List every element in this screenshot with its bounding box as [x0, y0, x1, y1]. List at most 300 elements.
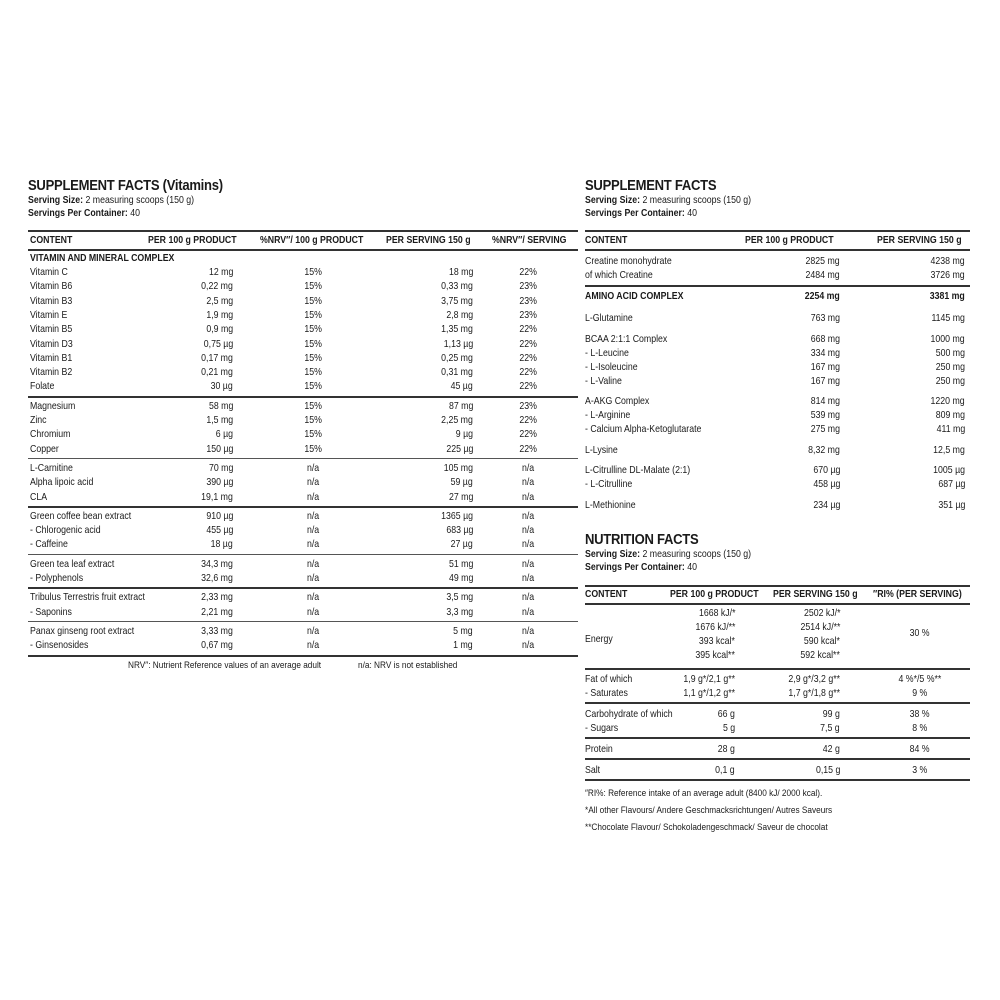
cell-text: 22%: [519, 429, 537, 441]
cell-text: Alpha lipoic acid: [30, 477, 94, 489]
cell: [123, 323, 233, 336]
cell: [283, 558, 343, 571]
table-title: SUPPLEMENT FACTS (Vitamins): [28, 178, 223, 194]
cell-text: n/a: [521, 491, 535, 503]
cell: [860, 409, 965, 422]
cell-text: 18 mg: [448, 267, 473, 278]
nutrition-footnote: ″RI%: Reference intake of an average adult (8400 kJ/ 2000 kcal).: [585, 788, 823, 799]
cell-text: 49 mg: [448, 573, 473, 584]
cell-text: 22%: [519, 367, 537, 379]
cell-text: PER 100 g PRODUCT: [670, 589, 759, 600]
cell: [30, 234, 150, 247]
section-label-text: VITAMIN AND MINERAL COMPLEX: [30, 253, 175, 264]
cell-text: 15%: [304, 429, 322, 441]
cell: [765, 722, 840, 735]
cell-text: 3,5 mg: [446, 592, 473, 604]
cell: [498, 476, 558, 489]
cell-text: 22%: [519, 324, 537, 336]
cell: [735, 444, 840, 457]
cell-text: 38 %: [910, 709, 930, 720]
cell-text: 84 %: [910, 744, 930, 755]
cell-text: 250 mg: [935, 361, 965, 373]
cell-text: 3,33 mg: [201, 625, 233, 637]
cell: [363, 510, 473, 523]
cell-text: - Chlorogenic acid: [30, 525, 101, 537]
cell-text: - L-Leucine: [585, 347, 629, 359]
cell-text: 1,7 g*/1,8 g**: [788, 688, 840, 699]
cell-text: 351 µg: [938, 499, 965, 511]
cell: [860, 478, 965, 491]
cell: [123, 443, 233, 456]
cell: [498, 491, 558, 504]
cell-text: 8 %: [912, 723, 928, 734]
cell: [498, 338, 558, 351]
cell-text: CLA: [30, 491, 48, 503]
cell: [363, 443, 473, 456]
divider: [28, 506, 578, 508]
cell-text: 22%: [519, 267, 537, 278]
cell-text: 1005 µg: [933, 465, 965, 476]
cell-text: 687 µg: [938, 479, 965, 490]
cell: [363, 338, 473, 351]
divider: [585, 702, 970, 704]
cell: [283, 366, 343, 379]
cell: [875, 764, 965, 777]
cell-text: n/a: [521, 558, 535, 570]
cell-text: BCAA 2:1:1 Complex: [585, 333, 668, 345]
energy-per-serving: [765, 607, 840, 620]
cell: [283, 491, 343, 504]
cell: [660, 708, 735, 721]
cell-text: 683 µg: [446, 525, 473, 537]
serving-size: [585, 195, 751, 206]
divider: [585, 585, 970, 587]
cell-text: - Polyphenols: [30, 573, 84, 584]
divider: [28, 396, 578, 398]
cell-text: 395 kcal**: [695, 650, 735, 661]
cell: [660, 673, 735, 686]
cell: [670, 588, 785, 601]
cell-text: 167 mg: [810, 361, 840, 373]
cell-text: 22%: [519, 338, 537, 350]
servings-per-container-value: 40: [127, 208, 141, 219]
cell: [123, 266, 233, 279]
cell-text: 1000 mg: [930, 333, 965, 345]
cell: [123, 462, 233, 475]
cell: [498, 266, 558, 279]
cell: [283, 639, 343, 652]
cell-text: 9 %: [912, 688, 928, 699]
cell-text: Energy: [585, 634, 613, 645]
cell: [123, 524, 233, 537]
cell: [860, 347, 965, 360]
cell-text: 3381 mg: [929, 291, 965, 302]
energy-ri: [875, 627, 965, 640]
cell-text: n/a: [306, 477, 320, 489]
cell: [283, 591, 343, 604]
cell-text: 2,9 g*/3,2 g**: [788, 674, 840, 685]
cell-text: n/a: [306, 640, 320, 652]
cell-text: 275 mg: [810, 424, 840, 435]
cell: [735, 361, 840, 374]
cell-text: 0,67 mg: [201, 640, 233, 652]
table-title: NUTRITION FACTS: [585, 532, 699, 548]
cell: [123, 572, 233, 585]
cell-text: CONTENT: [585, 589, 628, 600]
serving-size-value: 2 measuring scoops (150 g): [640, 195, 752, 206]
cell-text: 814 mg: [810, 396, 840, 407]
cell: [283, 266, 343, 279]
energy-label: [585, 633, 617, 646]
cell-text: 0,17 mg: [201, 352, 233, 364]
cell-text: n/a: [306, 510, 320, 522]
cell-text: 334 mg: [810, 347, 840, 359]
cell-text: Vitamin C: [30, 267, 68, 278]
cell-text: n/a: [521, 606, 535, 618]
serving-size-label: Serving Size:: [585, 195, 641, 206]
cell-text: 27 µg: [450, 539, 473, 551]
cell-text: 539 mg: [810, 410, 840, 421]
cell-text: 22%: [519, 352, 537, 364]
cell-text: 3726 mg: [930, 270, 965, 281]
cell-text: Creatine monohydrate: [585, 256, 672, 267]
cell: [860, 361, 965, 374]
cell-text: Salt: [585, 765, 601, 776]
cell-text: PER 100 g PRODUCT: [148, 235, 237, 246]
cell-text: Vitamin B2: [30, 367, 73, 379]
cell-text: 1,5 mg: [206, 415, 233, 426]
cell: [875, 743, 965, 756]
cell-text: 105 mg: [443, 462, 473, 474]
cell: [860, 290, 965, 303]
divider: [585, 285, 970, 287]
divider: [585, 603, 970, 605]
cell-text: Panax ginseng root extract: [30, 625, 135, 637]
cell: [660, 687, 735, 700]
cell: [283, 323, 343, 336]
cell: [765, 764, 840, 777]
cell: [498, 309, 558, 322]
cell-text: 70 mg: [208, 462, 233, 474]
cell-text: n/a: [521, 510, 535, 522]
serving-size: [28, 195, 194, 206]
cell-text: 2502 kJ/*: [803, 608, 840, 619]
cell-text: - L-Arginine: [585, 410, 631, 421]
energy-per-serving: [765, 649, 840, 662]
cell-text: L-Citrulline DL-Malate (2:1): [585, 465, 691, 476]
cell-text: Vitamin B6: [30, 281, 73, 293]
cell: [498, 443, 558, 456]
cell-text: 15%: [304, 367, 322, 379]
cell: [875, 673, 965, 686]
servings-per-container: [585, 562, 697, 573]
energy-per-serving: [765, 635, 840, 648]
cell-text: 66 g: [717, 709, 735, 720]
cell: [123, 280, 233, 293]
cell: [735, 255, 840, 268]
cell-text: 0,33 mg: [441, 281, 473, 293]
cell-text: 455 µg: [206, 525, 233, 537]
cell: [773, 588, 883, 601]
cell-text: 27 mg: [448, 491, 473, 503]
cell: [498, 524, 558, 537]
cell-text: 19,1 mg: [201, 491, 233, 503]
nutrition-footnote: **Chocolate Flavour/ Schokoladengeschmack/ Saveur de chocolat: [585, 822, 828, 833]
cell: [498, 400, 558, 413]
servings-per-container-label: Servings Per Container:: [28, 208, 128, 219]
cell-text: 1,35 mg: [441, 324, 473, 336]
energy-per-100g: [660, 635, 735, 648]
cell-text: Vitamin D3: [30, 338, 73, 350]
cell-text: 15%: [304, 443, 322, 455]
cell-text: n/a: [521, 625, 535, 637]
cell: [363, 524, 473, 537]
cell: [860, 499, 965, 512]
cell: [498, 606, 558, 619]
cell: [877, 234, 997, 247]
cell: [498, 352, 558, 365]
table-title: SUPPLEMENT FACTS: [585, 178, 717, 194]
cell-text: 225 µg: [446, 443, 473, 455]
cell: [123, 352, 233, 365]
cell: [123, 295, 233, 308]
divider: [585, 249, 970, 251]
cell-text: Magnesium: [30, 400, 76, 412]
cell-text: Green coffee bean extract: [30, 510, 132, 522]
energy-per-serving: [765, 621, 840, 634]
cell: [498, 366, 558, 379]
cell-text: 15%: [304, 309, 322, 321]
cell-text: A-AKG Complex: [585, 396, 650, 407]
cell: [498, 462, 558, 475]
cell: [363, 625, 473, 638]
cell: [123, 428, 233, 441]
cell: [363, 309, 473, 322]
cell-text: - L-Valine: [585, 375, 622, 387]
cell-text: 22%: [519, 415, 537, 426]
cell-text: 0,21 mg: [201, 367, 233, 379]
cell-text: 23%: [519, 281, 537, 293]
cell-text: AMINO ACID COMPLEX: [585, 291, 684, 302]
cell: [875, 708, 965, 721]
cell-text: 763 mg: [810, 313, 840, 324]
cell-text: 458 µg: [813, 479, 840, 490]
cell-text: 8,32 mg: [808, 444, 840, 456]
cell: [363, 538, 473, 551]
cell: [283, 352, 343, 365]
cell: [860, 375, 965, 388]
divider: [585, 758, 970, 760]
cell-text: 0,9 mg: [206, 324, 233, 336]
cell-text: 12 mg: [208, 267, 233, 278]
servings-per-container-label: Servings Per Container:: [585, 562, 685, 573]
divider: [585, 668, 970, 670]
cell-text: n/a: [521, 640, 535, 652]
cell-text: 234 µg: [813, 499, 840, 511]
cell-text: - Caffeine: [30, 539, 68, 551]
cell: [363, 606, 473, 619]
cell: [148, 234, 278, 247]
cell-text: 4238 mg: [930, 256, 965, 267]
cell-text: 0,15 g: [815, 765, 840, 776]
cell-text: 393 kcal*: [698, 636, 735, 647]
cell-text: n/a: [521, 462, 535, 474]
cell: [363, 295, 473, 308]
cell-text: Green tea leaf extract: [30, 558, 115, 570]
cell-text: 7,5 g: [820, 723, 840, 734]
cell: [735, 478, 840, 491]
cell-text: %NRV″/ 100 g PRODUCT: [260, 235, 364, 246]
servings-per-container-value: 40: [684, 562, 698, 573]
cell: [875, 687, 965, 700]
cell: [363, 491, 473, 504]
cell-text: 0,31 mg: [441, 367, 473, 379]
cell-text: Vitamin B3: [30, 295, 73, 307]
cell-text: 59 µg: [450, 477, 473, 489]
cell-text: 15%: [304, 352, 322, 364]
cell: [498, 639, 558, 652]
cell-text: 3,3 mg: [446, 606, 473, 618]
cell: [498, 591, 558, 604]
cell: [735, 395, 840, 408]
cell: [875, 722, 965, 735]
cell: [123, 606, 233, 619]
cell-text: 1220 mg: [930, 396, 965, 407]
cell-text: n/a: [306, 592, 320, 604]
cell-text: 28 g: [717, 744, 735, 755]
cell-text: 2,21 mg: [201, 606, 233, 618]
cell: [498, 558, 558, 571]
cell-text: PER SERVING 150 g: [386, 235, 471, 246]
cell-text: 3 %: [912, 765, 928, 776]
cell-text: 0,1 g: [715, 765, 735, 776]
cell-text: PER 100 g PRODUCT: [745, 235, 834, 246]
cell-text: - Ginsenosides: [30, 640, 89, 652]
cell-text: 809 mg: [935, 410, 965, 421]
cell-text: 4 %*/5 %**: [898, 674, 942, 685]
cell-text: Tribulus Terrestris fruit extract: [30, 592, 145, 604]
cell: [735, 423, 840, 436]
cell-text: 2,8 mg: [446, 309, 473, 321]
cell: [283, 524, 343, 537]
cell-text: n/a: [306, 625, 320, 637]
cell-text: CONTENT: [585, 235, 628, 246]
cell-text: 1,1 g*/1,2 g**: [683, 688, 735, 699]
cell-text: Zinc: [30, 415, 47, 426]
cell: [363, 476, 473, 489]
cell: [283, 380, 343, 393]
cell: [283, 476, 343, 489]
cell-text: 2484 mg: [805, 270, 840, 281]
serving-size-value: 2 measuring scoops (150 g): [640, 549, 752, 560]
cell: [660, 743, 735, 756]
cell-text: 590 kcal*: [803, 636, 840, 647]
cell: [735, 499, 840, 512]
cell-text: 2514 kJ/**: [800, 622, 840, 633]
cell: [860, 312, 965, 325]
serving-size-label: Serving Size:: [28, 195, 84, 206]
cell-text: L-Glutamine: [585, 313, 633, 324]
cell-text: 22%: [519, 443, 537, 455]
cell: [363, 400, 473, 413]
cell-text: n/a: [306, 539, 320, 551]
servings-per-container-value: 40: [684, 208, 698, 219]
cell: [283, 309, 343, 322]
cell: [363, 352, 473, 365]
divider: [585, 230, 970, 232]
divider: [585, 779, 970, 781]
cell: [123, 639, 233, 652]
cell: [498, 414, 558, 427]
cell: [735, 347, 840, 360]
cell-text: 0,75 µg: [203, 338, 233, 350]
cell-text: 15%: [304, 381, 322, 393]
cell-text: 23%: [519, 400, 537, 412]
cell: [123, 476, 233, 489]
cell: [123, 309, 233, 322]
cell-text: PER SERVING 150 g: [773, 589, 858, 600]
cell-text: 670 µg: [813, 465, 840, 476]
divider: [28, 621, 578, 622]
cell-text: 12,5 mg: [933, 444, 965, 456]
cell: [283, 625, 343, 638]
cell-text: L-Methionine: [585, 499, 636, 511]
cell: [860, 269, 965, 282]
cell: [283, 572, 343, 585]
cell-text: Folate: [30, 381, 55, 393]
cell-text: 411 mg: [936, 424, 965, 435]
cell: [123, 414, 233, 427]
cell: [363, 558, 473, 571]
cell-text: 3,75 mg: [441, 295, 473, 307]
cell: [873, 588, 983, 601]
cell-text: 15%: [304, 400, 322, 412]
cell-text: L-Lysine: [585, 444, 618, 456]
cell: [283, 428, 343, 441]
cell: [735, 333, 840, 346]
cell-text: 2,5 mg: [206, 295, 233, 307]
cell-text: 167 mg: [810, 375, 840, 387]
nutrition-footnote: *All other Flavours/ Andere Geschmacksrichtungen/ Autres Saveurs: [585, 805, 833, 816]
cell: [735, 290, 840, 303]
cell: [123, 558, 233, 571]
cell-text: 23%: [519, 309, 537, 321]
cell-text: n/a: [521, 592, 535, 604]
divider: [28, 230, 578, 232]
divider: [28, 249, 578, 251]
cell-text: - Sugars: [585, 723, 619, 734]
cell: [123, 491, 233, 504]
cell: [363, 591, 473, 604]
cell-text: 1676 kJ/**: [695, 622, 735, 633]
cell-text: 15%: [304, 338, 322, 350]
cell: [363, 323, 473, 336]
cell-text: 15%: [304, 295, 322, 307]
serving-size: [585, 549, 751, 560]
cell-text: PER SERVING 150 g: [877, 235, 962, 246]
cell-text: n/a: [306, 491, 320, 503]
cell: [283, 462, 343, 475]
cell-text: 592 kcal**: [800, 650, 840, 661]
cell-text: 1668 kJ/*: [698, 608, 735, 619]
cell: [498, 323, 558, 336]
cell: [735, 312, 840, 325]
cell-text: Fat of which: [585, 674, 633, 685]
cell: [498, 428, 558, 441]
cell-text: 2825 mg: [805, 256, 840, 267]
cell: [123, 380, 233, 393]
cell-text: 34,3 mg: [201, 558, 233, 570]
